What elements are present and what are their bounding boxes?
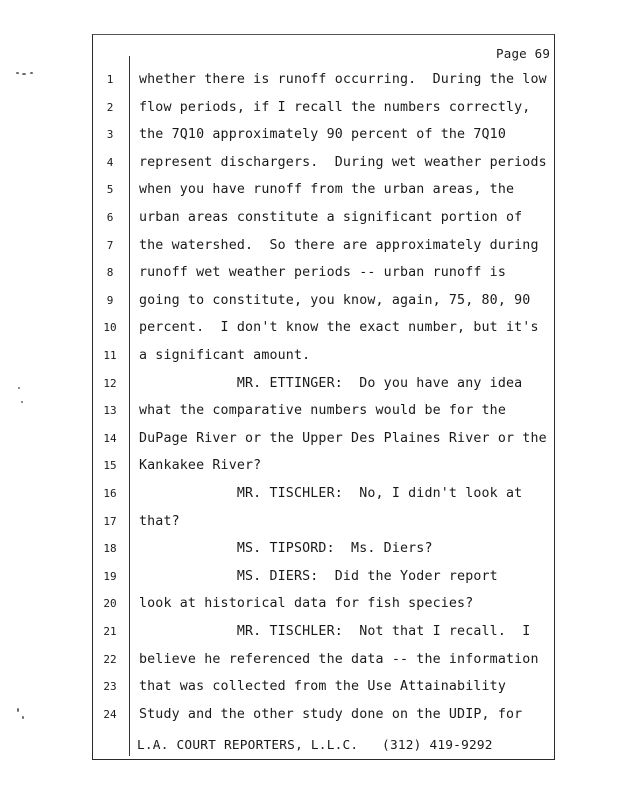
line-number: 23 bbox=[103, 680, 117, 694]
line-number: 21 bbox=[103, 625, 117, 638]
scan-speck bbox=[22, 73, 26, 75]
line-number: 8 bbox=[106, 266, 114, 280]
line-number-margin-rule bbox=[129, 56, 130, 756]
transcript-line-text: Study and the other study done on the UDIP, for bbox=[139, 706, 523, 722]
transcript-line-text: what the comparative numbers would be for the bbox=[139, 403, 506, 419]
transcript-line-text: whether there is runoff occurring. During the low bbox=[139, 72, 547, 87]
line-number: 12 bbox=[103, 376, 117, 390]
scan-speck bbox=[21, 401, 23, 403]
line-number: 18 bbox=[103, 542, 117, 556]
scan-speck bbox=[16, 72, 19, 74]
transcript-line-text: MR. TISCHLER: No, I didn't look at bbox=[139, 486, 523, 501]
transcript-line-text: when you have runoff from the urban areas, the bbox=[139, 182, 515, 198]
page-number: Page 69 bbox=[496, 46, 551, 61]
scan-speck bbox=[30, 72, 33, 74]
line-number: 6 bbox=[106, 211, 114, 224]
transcript-line-text: runoff wet weather periods -- urban runoff is bbox=[139, 265, 506, 281]
transcript-line-text: MS. DIERS: Did the Yoder report bbox=[139, 568, 498, 584]
line-number: 15 bbox=[103, 459, 117, 473]
line-number: 20 bbox=[103, 597, 117, 611]
transcript-line-text: going to constitute, you know, again, 75, 80, 90 bbox=[139, 292, 531, 308]
transcript-line-text: the watershed. So there are approximately during bbox=[139, 237, 539, 253]
line-number: 17 bbox=[103, 514, 117, 528]
transcript-line-text: represent dischargers. During wet weather periods bbox=[139, 154, 547, 170]
transcript-line-text: percent. I don't know the exact number, but it's bbox=[139, 320, 539, 336]
transcript-line-text: DuPage River or the Upper Des Plaines River or the bbox=[139, 430, 547, 446]
transcript-line-text: Kankakee River? bbox=[139, 458, 262, 474]
transcript-line-text: MR. ETTINGER: Do you have any idea bbox=[139, 375, 523, 391]
transcript-line-text: that was collected from the Use Attainability bbox=[139, 679, 506, 695]
transcript-line-text: that? bbox=[139, 513, 180, 529]
line-number: 24 bbox=[103, 707, 117, 721]
line-number: 4 bbox=[106, 155, 114, 169]
transcript-line-text: MS. TIPSORD: Ms. Diers? bbox=[139, 541, 433, 557]
line-number: 9 bbox=[106, 293, 114, 307]
line-number: 16 bbox=[103, 487, 117, 500]
line-number: 7 bbox=[106, 238, 114, 252]
line-number: 5 bbox=[106, 183, 114, 197]
transcript-line-text: urban areas constitute a significant portion of bbox=[139, 210, 523, 225]
line-number: 14 bbox=[103, 431, 117, 445]
scan-speck bbox=[22, 716, 24, 719]
line-number: 13 bbox=[103, 404, 117, 418]
transcript-line-text: flow periods, if I recall the numbers correctly, bbox=[139, 99, 531, 115]
line-number: 19 bbox=[103, 569, 117, 583]
court-reporter-footer: L.A. COURT REPORTERS, L.L.C. (312) 419-9292 bbox=[137, 738, 493, 753]
transcript-line-text: look at historical data for fish species? bbox=[139, 596, 474, 612]
scan-speck bbox=[18, 387, 20, 389]
line-number: 1 bbox=[106, 73, 114, 86]
line-number: 11 bbox=[103, 349, 117, 362]
transcript-line-text: the 7Q10 approximately 90 percent of the 7Q10 bbox=[139, 127, 506, 143]
transcript-line-text: MR. TISCHLER: Not that I recall. I bbox=[139, 624, 531, 639]
line-number: 3 bbox=[106, 128, 114, 142]
line-number: 10 bbox=[103, 321, 117, 335]
transcript-line-text: a significant amount. bbox=[139, 348, 311, 363]
transcript-line-text: believe he referenced the data -- the information bbox=[139, 651, 539, 667]
line-number: 2 bbox=[106, 100, 114, 114]
line-number: 22 bbox=[103, 652, 117, 666]
scan-speck bbox=[17, 708, 19, 712]
